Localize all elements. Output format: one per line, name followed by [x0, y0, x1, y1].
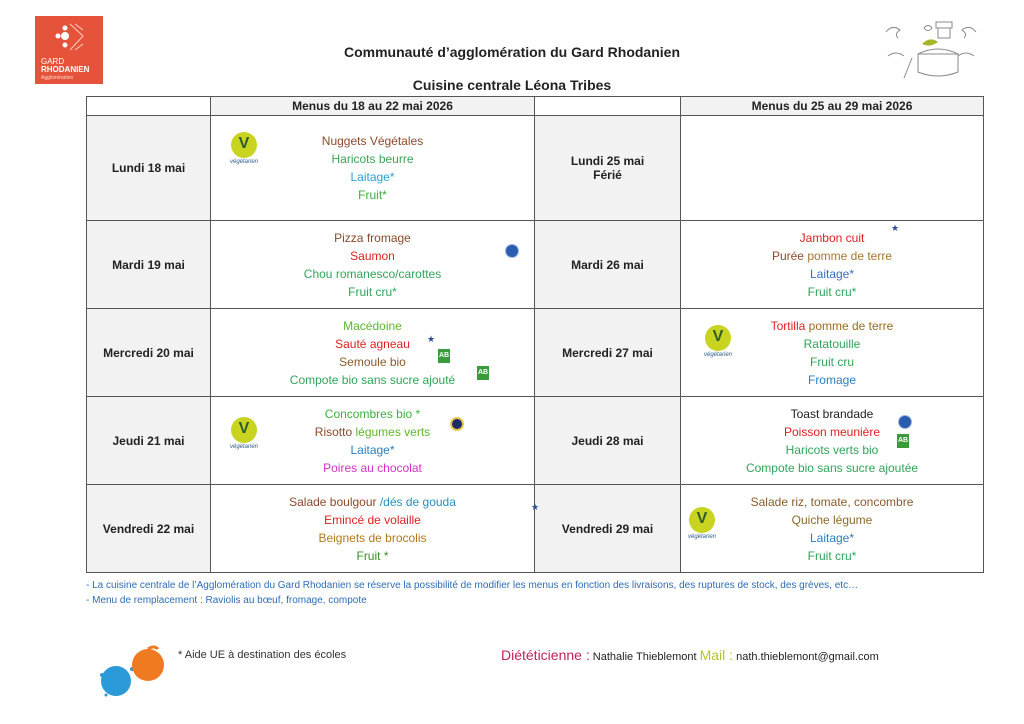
meal-item: Fruit *	[356, 548, 389, 563]
day-label: Mardi 19 mai	[112, 257, 185, 272]
label-rouge-icon	[452, 419, 462, 429]
meal-item: Concombres bio *	[324, 406, 421, 421]
meal-item: Risotto légumes verts	[314, 424, 431, 439]
meal-item: Salade riz, tomate, concombre	[750, 494, 914, 509]
meal-item: Ratatouille	[803, 336, 861, 351]
week1-header: Menus du 18 au 22 mai 2026	[211, 97, 535, 116]
day-label: Mardi 26 mai	[571, 257, 644, 272]
meal-item: Fromage	[807, 372, 857, 387]
meal-cell-empty	[681, 116, 984, 221]
day-label: Vendredi 22 mai	[102, 521, 195, 536]
meal-item: Purée pomme de terre	[771, 248, 893, 263]
vegetarian-icon: V végétarien	[229, 132, 259, 172]
email-link[interactable]: nath.thieblemont@gmail.com	[733, 651, 879, 663]
table-row	[87, 116, 984, 221]
note-line: - Menu de remplacement : Raviolis au bœuf, fromage, compote	[86, 595, 367, 606]
meal-item: Poisson meunière	[783, 424, 881, 439]
meal-item: Quiche légume	[791, 512, 873, 527]
chef-pot-illustration-icon	[878, 14, 998, 82]
day-label: Jeudi 21 mai	[112, 433, 185, 448]
meal-item: Poires au chocolat	[323, 460, 422, 475]
viande-francaise-icon: ★	[426, 334, 436, 344]
meal-cell	[211, 309, 535, 397]
dietitian-label: Diététicienne :	[501, 647, 590, 663]
meal-cell	[681, 221, 984, 309]
agriculture-bio-icon: AB	[438, 349, 450, 363]
table-row	[87, 221, 984, 309]
meal-item: Fruit cru*	[348, 284, 397, 299]
table-row	[87, 397, 984, 485]
meal-item: Jambon cuit	[799, 230, 865, 245]
day-cell	[535, 397, 681, 485]
meal-item: Laitage*	[350, 170, 395, 184]
note-line: - La cuisine centrale de l’Agglomération du Gard Rhodanien se réserve la possibilité de modifier les menus en fonction des livraisons, des ruptures de stock, des grèves, etc…	[86, 580, 859, 591]
meal-item: Saumon	[350, 248, 395, 263]
page-title: Communauté d’agglomération du Gard Rhodanien	[343, 44, 680, 60]
meal-item: Fruit cru	[809, 354, 854, 369]
meal-item: Chou romanesco/carottes	[303, 266, 442, 281]
msc-fish-label-icon	[506, 245, 518, 257]
meal-item: Semoule bio	[339, 354, 406, 369]
meal-cell	[211, 397, 535, 485]
meal-cell	[681, 397, 984, 485]
day-cell	[87, 397, 211, 485]
agriculture-bio-icon: AB	[897, 434, 909, 448]
day-cell	[535, 309, 681, 397]
viande-francaise-icon: ★	[890, 223, 900, 233]
vegetarian-icon: V végétarien	[687, 507, 717, 547]
meal-item: Fruit*	[358, 188, 387, 202]
meal-item: Compote bio sans sucre ajoutée	[745, 460, 919, 475]
meal-item: Fruit cru*	[807, 548, 857, 563]
meal-cell	[211, 221, 535, 309]
meal-cell	[681, 485, 984, 573]
day-cell	[87, 309, 211, 397]
logo-text-rhodanien: RHODANIEN	[41, 65, 90, 74]
vegetarian-icon: V végétarien	[229, 417, 259, 457]
meal-item: Pizza fromage	[334, 230, 411, 245]
viande-francaise-icon: ★	[530, 502, 540, 512]
meal-item: Nuggets Végétales	[321, 134, 424, 148]
meal-item: Emincé de volaille	[324, 512, 421, 527]
header-blank-cell	[87, 97, 211, 116]
day-label: Mercredi 20 mai	[103, 345, 194, 360]
logo-text-gard: GARD	[41, 57, 65, 66]
meal-cell	[211, 485, 540, 573]
day-label: Lundi 25 mai	[570, 154, 645, 168]
meal-item: Haricots verts bio	[785, 442, 879, 457]
day-cell	[535, 221, 681, 309]
meal-item: Laitage*	[350, 442, 395, 457]
meal-item: Macédoine	[343, 318, 402, 333]
meal-item: Haricots beurre	[331, 152, 414, 166]
day-label: Lundi 18 mai	[111, 161, 186, 175]
mail-label: Mail :	[699, 647, 734, 663]
page-subtitle: Cuisine centrale Léona Tribes	[412, 77, 612, 93]
meal-item: Beignets de brocolis	[318, 530, 427, 545]
meal-item: Salade boulgour /dés de gouda	[289, 494, 456, 509]
vegetarian-icon: V végétarien	[703, 325, 733, 365]
meal-item: Laitage*	[809, 530, 855, 545]
msc-fish-label-icon	[899, 416, 911, 428]
day-cell	[87, 221, 211, 309]
meal-item: Laitage*	[809, 266, 855, 281]
menu-table	[86, 96, 984, 573]
day-cell	[535, 116, 681, 221]
table-row	[87, 485, 984, 573]
meal-item: Toast brandade	[790, 406, 874, 421]
meal-item: Tortilla pomme de terre	[770, 318, 894, 333]
eu-aid-note: * Aide UE à destination des écoles	[178, 649, 347, 661]
school-programme-logos-icon	[98, 645, 170, 697]
day-cell	[87, 485, 211, 573]
notes	[86, 578, 858, 608]
day-label: Vendredi 29 mai	[561, 521, 654, 536]
day-label: Mercredi 27 mai	[562, 345, 653, 360]
meal-item: Compote bio sans sucre ajouté	[289, 372, 456, 387]
day-cell	[87, 116, 211, 221]
meal-cell	[211, 116, 535, 221]
meal-cell	[681, 309, 984, 397]
week2-header: Menus du 25 au 29 mai 2026	[681, 97, 984, 116]
contact-line	[501, 647, 879, 663]
holiday-label: Férié	[593, 168, 622, 182]
dietitian-name: Nathalie Thieblemont	[589, 651, 700, 663]
day-cell	[535, 485, 681, 573]
table-row	[87, 309, 984, 397]
agriculture-bio-icon: AB	[477, 366, 489, 380]
day-label: Jeudi 28 mai	[571, 433, 644, 448]
meal-item: Fruit cru*	[807, 284, 857, 299]
logo-text-agglomeration: Agglomération	[41, 75, 74, 81]
meal-item: Sauté agneau	[335, 336, 410, 351]
header-blank-cell	[535, 97, 681, 116]
